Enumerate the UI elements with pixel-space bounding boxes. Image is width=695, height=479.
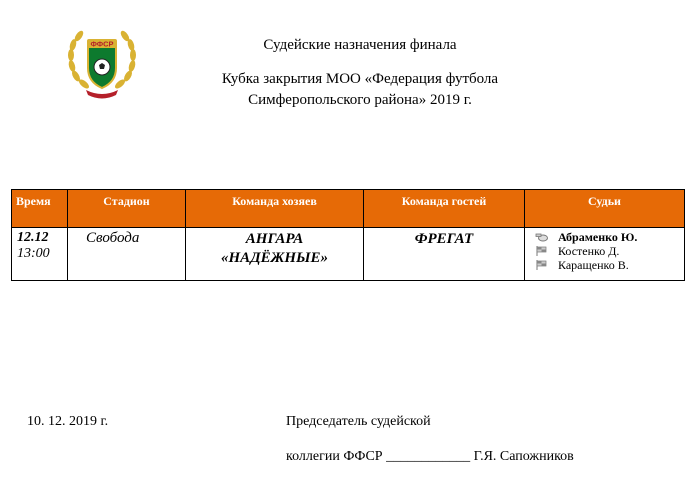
flag-icon <box>535 246 549 256</box>
referee-main <box>535 230 679 244</box>
referee-name: Абраменко Ю. <box>558 230 638 244</box>
logo-text: ФФСР <box>90 39 114 49</box>
flag-icon <box>535 260 549 270</box>
match-time-cell <box>12 228 68 281</box>
col-header-home-team: Команда хозяев <box>186 190 364 228</box>
col-header-away-team: Команда гостей <box>364 190 525 228</box>
doc-title-line2: Кубка закрытия МОО «Федерация футбола <box>221 71 499 87</box>
table-row <box>12 228 685 281</box>
away-team-cell: ФРЕГАТ <box>364 228 525 281</box>
home-team-name: АНГАРА <box>245 231 304 247</box>
referee-name: Каращенко В. <box>558 258 629 272</box>
col-header-stadium: Стадион <box>68 190 186 228</box>
referee-name: Костенко Д. <box>558 244 620 258</box>
ffsr-logo <box>62 24 142 104</box>
doc-title-line1: Судейские назначения финала <box>263 37 457 53</box>
referees-cell <box>525 228 685 281</box>
home-team-cell <box>186 228 364 281</box>
col-header-time: Время <box>12 190 68 228</box>
col-header-referees: Судьи <box>525 190 685 228</box>
home-team-name-2: «НАДЁЖНЫЕ» <box>220 250 329 266</box>
table-header-row <box>12 190 685 228</box>
doc-title-line3: Симферопольского района» 2019 г. <box>248 92 472 108</box>
referee-assistant-2 <box>535 258 679 272</box>
whistle-icon <box>535 232 549 242</box>
chairman-title: Председатель судейской <box>286 414 431 429</box>
chairman-signature-line: коллегии ФФСР ____________ Г.Я. Сапожников <box>286 449 574 464</box>
match-hour: 13:00 <box>17 246 50 261</box>
schedule-table <box>11 189 685 281</box>
referee-assistant-1 <box>535 244 679 258</box>
stadium-cell: Свобода <box>68 228 186 281</box>
document-date: 10. 12. 2019 г. <box>27 414 109 429</box>
match-date: 12.12 <box>17 230 49 245</box>
